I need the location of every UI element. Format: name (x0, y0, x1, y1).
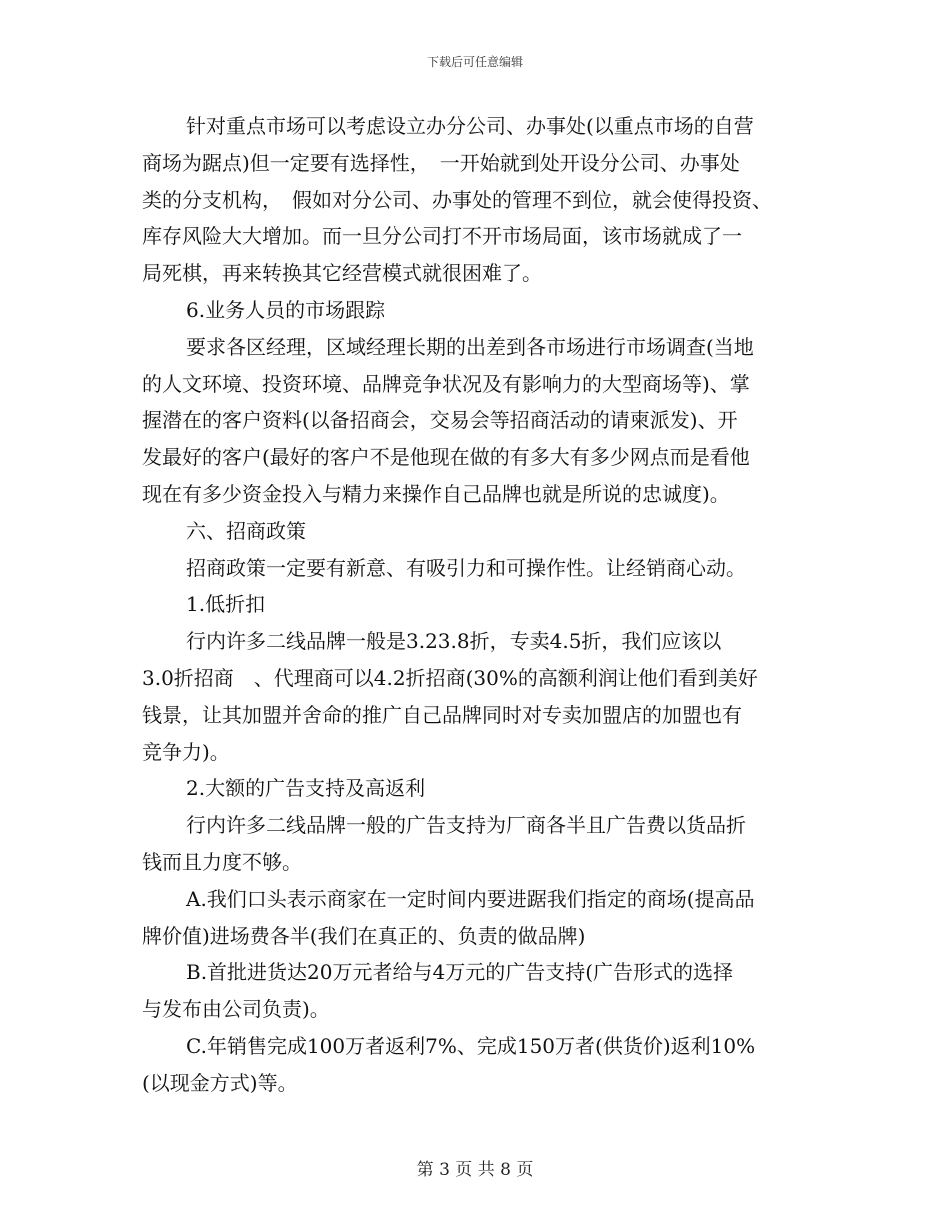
text-line: 牌价值)进场费各半(我们在真正的、负责的做品牌) (142, 923, 586, 948)
text-line: 要求各区经理，区域经理长期的出差到各市场进行市场调查(当地 (186, 334, 754, 359)
text-line: A.我们口头表示商家在一定时间内要进踞我们指定的商场(提高品 (186, 886, 755, 911)
text-line: 1.低折扣 (186, 592, 266, 617)
text-line: (以现金方式)等。 (142, 1070, 298, 1095)
text-line: 握潜在的客户资料(以备招商会，交易会等招商活动的请柬派发)、开 (142, 408, 738, 433)
page-footer: 第 3 页 共 8 页 (416, 1160, 534, 1180)
text-line: C.年销售完成100万者返利7%、完成150万者(供货价)返利10% (186, 1033, 756, 1058)
text-line: 招商政策一定要有新意、有吸引力和可操作性。让经销商心动。 (186, 555, 746, 580)
document-body (142, 108, 814, 1102)
text-line: 钱而且力度不够。 (142, 849, 302, 874)
text-line: 针对重点市场可以考虑设立办分公司、办事处(以重点市场的自营 (186, 114, 754, 138)
text-line: 钱景，让其加盟并舍命的推广自己品牌同时对专卖加盟店的加盟也有 (142, 702, 742, 727)
text-line: 库存风险大大增加。而一旦分公司打不开市场局面，该市场就成了一 (142, 224, 742, 249)
text-line: 2.大额的广告支持及高返利 (186, 776, 426, 801)
text-line: 商场为踞点)但一定要有选择性， 一开始就到处开设分公司、办事处 (142, 150, 740, 175)
text-line: 的人文环境、投资环境、品牌竞争状况及有影响力的大型商场等)、掌 (142, 371, 750, 396)
text-line: 行内许多二线品牌一般是3.23.8折，专卖4.5折，我们应该以 (186, 629, 722, 654)
text-line: B.首批进货达20万元者给与4万元的广告支持(广告形式的选择 (186, 960, 734, 985)
text-line: 行内许多二线品牌一般的广告支持为厂商各半且广告费以货品折 (186, 813, 746, 838)
text-line: 竞争力)。 (142, 739, 230, 764)
page-header: 下载后可任意编辑 (426, 55, 523, 69)
text-line: 6.业务人员的市场跟踪 (186, 297, 386, 322)
text-line: 六、招商政策 (186, 518, 306, 543)
text-line: 现在有多少资金投入与精力来操作自己品牌也就是所说的忠诚度)。 (142, 481, 730, 506)
text-line: 类的分支机构， 假如对分公司、办事处的管理不到位，就会使得投资、 (142, 187, 772, 212)
text-line: 3.0折招商 、代理商可以4.2折招商(30%的高额利润让他们看到美好 (142, 665, 758, 690)
text-line: 与发布由公司负责)。 (142, 997, 330, 1022)
text-line: 局死棋，再来转换其它经营模式就很困难了。 (142, 261, 542, 286)
text-line: 发最好的客户(最好的客户不是他现在做的有多大有多少网点而是看他 (142, 445, 750, 470)
